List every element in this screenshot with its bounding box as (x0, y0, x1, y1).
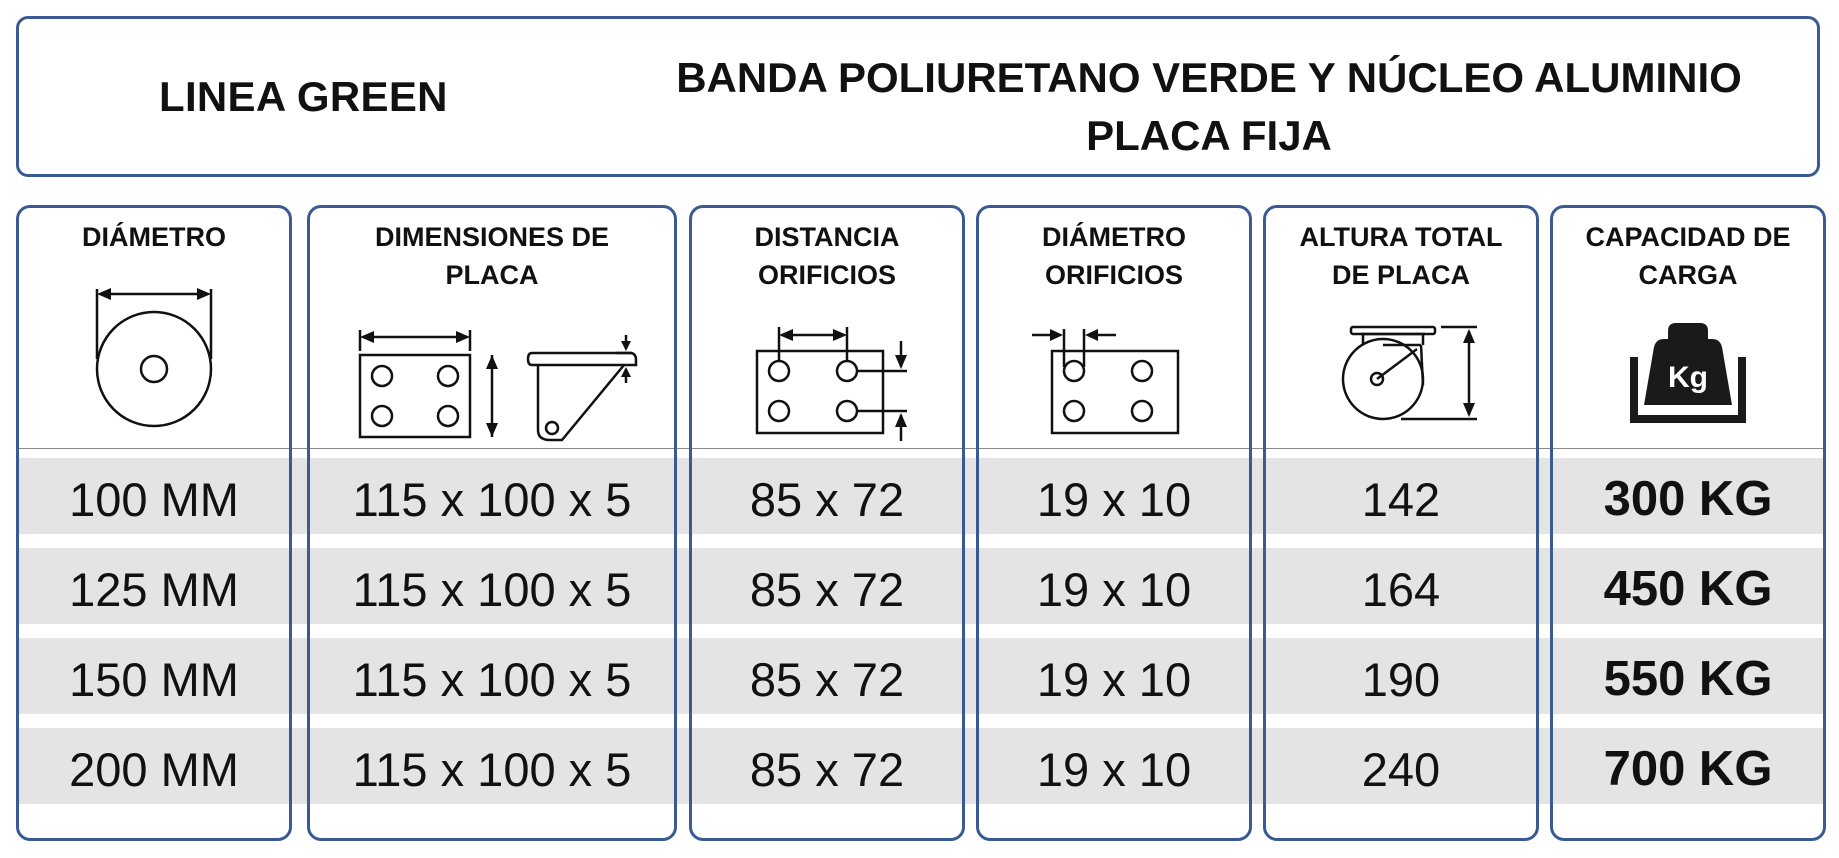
total-height-value: 164 (1361, 562, 1441, 616)
column-header-line-1: DIMENSIONES DE (374, 222, 610, 252)
header-box (16, 16, 1820, 177)
diameter-value: 100 MM (69, 472, 239, 526)
hole-distance-value: 85 x 72 (749, 472, 905, 526)
total-height-value: 190 (1361, 652, 1441, 706)
product-title (639, 49, 1779, 165)
column-header (1266, 218, 1536, 294)
hole-distance-value: 85 x 72 (749, 562, 905, 616)
kg-label: Kg (1668, 361, 1708, 394)
load-weight-icon (1553, 294, 1823, 456)
plate-dimensions-value: 115 x 100 x 5 (352, 652, 632, 706)
hole-diameter-value: 19 x 10 (1036, 562, 1192, 616)
column-header-line-1: DISTANCIA (754, 222, 900, 252)
plate-dimensions-value: 115 x 100 x 5 (352, 562, 632, 616)
total-height-value: 142 (1361, 472, 1441, 526)
column-header-line-2: ORIFICIOS (757, 260, 896, 290)
hole-diameter-icon (979, 294, 1249, 456)
product-title-line-2: PLACA FIJA (1086, 112, 1332, 159)
column-header-line-1: DIÁMETRO (1042, 222, 1186, 252)
diameter-value: 200 MM (69, 742, 239, 796)
hole-diameter-value: 19 x 10 (1036, 472, 1192, 526)
load-capacity-value: 450 KG (1603, 562, 1773, 616)
diameter-value: 125 MM (69, 562, 239, 616)
column-distancia-orificios (689, 205, 965, 841)
total-height-value: 240 (1361, 742, 1441, 796)
line-title: LINEA GREEN (159, 72, 448, 120)
column-diametro-orificios (976, 205, 1252, 841)
load-capacity-value: 550 KG (1603, 652, 1773, 706)
wheel-diameter-icon (19, 278, 289, 440)
plate-dimensions-icon (310, 294, 674, 456)
plate-dimensions-value: 115 x 100 x 5 (352, 472, 632, 526)
column-header (1553, 218, 1823, 294)
column-header-line-2: CARGA (1638, 260, 1738, 290)
hole-diameter-value: 19 x 10 (1036, 652, 1192, 706)
hole-distance-value: 85 x 72 (749, 652, 905, 706)
column-altura-total (1263, 205, 1539, 841)
column-header-line-1: DIÁMETRO (82, 222, 226, 252)
column-header-line-2: PLACA (445, 260, 539, 290)
hole-distance-value: 85 x 72 (749, 742, 905, 796)
column-header (19, 218, 289, 256)
column-diametro (16, 205, 292, 841)
column-header (979, 218, 1249, 294)
diameter-value: 150 MM (69, 652, 239, 706)
load-capacity-value: 700 KG (1603, 742, 1773, 796)
plate-dimensions-value: 115 x 100 x 5 (352, 742, 632, 796)
column-header-line-2: ORIFICIOS (1044, 260, 1183, 290)
hole-distance-icon (692, 294, 962, 456)
column-header-line-2: DE PLACA (1331, 260, 1470, 290)
column-header (692, 218, 962, 294)
total-height-icon (1266, 294, 1536, 456)
column-header-line-1: ALTURA TOTAL (1299, 222, 1503, 252)
column-header (310, 218, 674, 294)
column-header-line-1: CAPACIDAD DE (1585, 222, 1791, 252)
column-capacidad-carga (1550, 205, 1826, 841)
hole-diameter-value: 19 x 10 (1036, 742, 1192, 796)
product-title-line-1: BANDA POLIURETANO VERDE Y NÚCLEO ALUMINIO (676, 54, 1742, 101)
load-capacity-value: 300 KG (1603, 472, 1773, 526)
column-dimensiones-placa (307, 205, 677, 841)
